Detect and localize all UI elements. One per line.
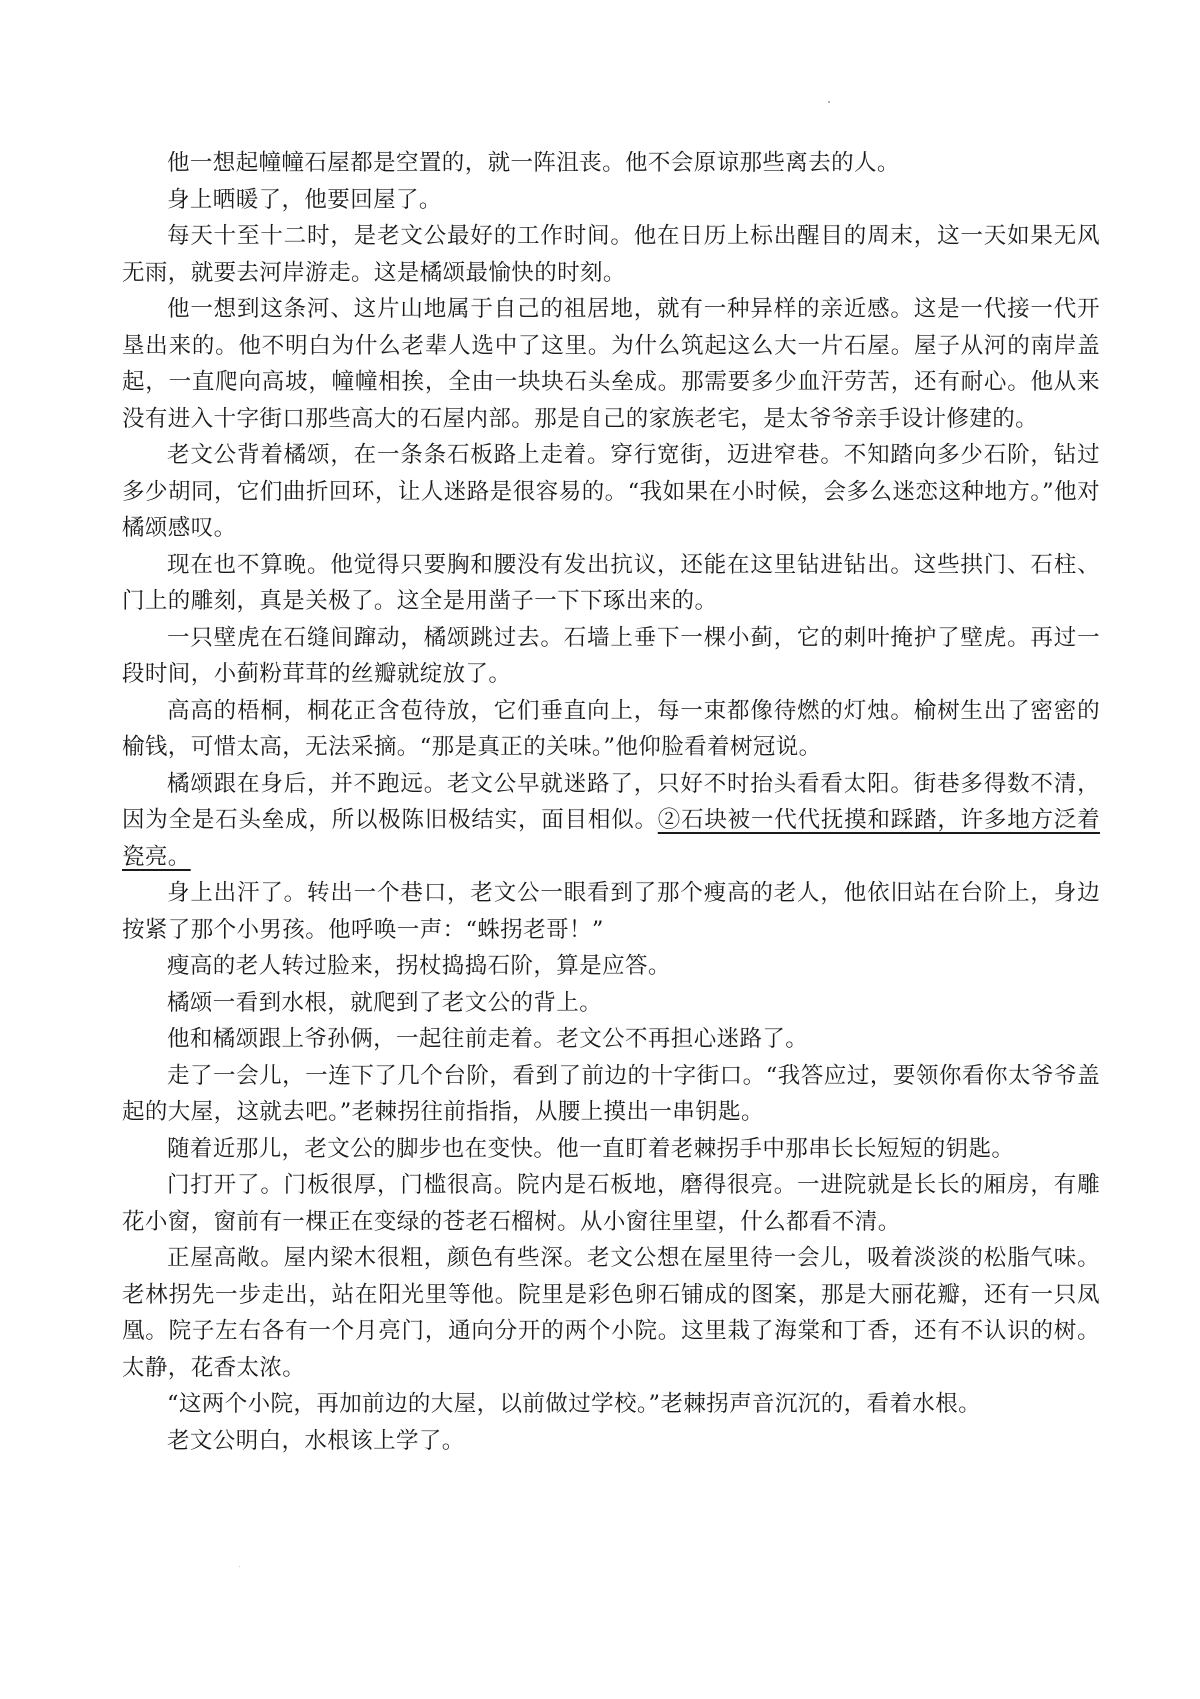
scan-speck [239,1566,240,1567]
paragraph: 身上出汗了。转出一个巷口，老文公一眼看到了那个瘦高的老人，他依旧站在台阶上，身边按紧了那个小男孩。他呼唤一声：“蛛拐老哥！” [122,880,1100,943]
paragraph [122,766,1100,876]
paragraph: “这两个小院，再加前边的大屋，以前做过学校。”老棘拐声音沉沉的，看着水根。 [167,1391,982,1417]
paragraph: 走了一会儿，一连下了几个台阶，看到了前边的十字街口。“我答应过，要领你看你太爷爷盖起的大屋，这就去吧。”老棘拐往前指指，从腰上摸出一串钥匙。 [122,1062,1100,1125]
underlined-sentence: ②石块被一代代抚摸和踩踏，许多地方泛着瓷亮。 [122,807,1101,870]
paragraph: 老文公明白，水根该上学了。 [167,1427,465,1454]
paragraph: 一只壁虎在石缝间蹿动，橘颂跳过去。石墙上垂下一棵小蓟，它的刺叶掩护了壁虎。再过一段时间，小蓟粉茸茸的丝瓣就绽放了。 [122,624,1100,687]
paragraph: 正屋高敞。屋内梁木很粗，颜色有些深。老文公想在屋里待一会儿，吸着淡淡的松脂气味。老林拐先一步走出，站在阳光里等他。院里是彩色卵石铺成的图案，那是大丽花瓣，还有一只凤凰。院子左右各有一个月亮门，通向分开的两个小院。这里栽了海棠和丁香，还有不认识的树。太静，花香太浓。 [122,1245,1100,1381]
paragraph: 他一想起幢幢石屋都是空置的，就一阵沮丧。他不会原谅那些离去的人。 [167,150,900,176]
paragraph: 高高的梧桐，桐花正含苞待放，它们垂直向上，每一束都像待燃的灯烛。榆树生出了密密的榆钱，可惜太高，无法采摘。“那是真正的关味。”他仰脸看着树冠说。 [122,697,1100,760]
paragraph: 现在也不算晚。他觉得只要胸和腰没有发出抗议，还能在这里钻进钻出。这些拱门、石柱、门上的雕刻，真是关极了。这全是用凿子一下下琢出来的。 [122,551,1100,614]
scan-speck [828,101,830,103]
paragraph: 橘颂一看到水根，就爬到了老文公的背上。 [167,989,603,1016]
paragraph-text: 橘颂跟在身后，并不跑远。老文公早就迷路了，只好不时抬头看看太阳。街巷多得数不清，因为全是石头垒成，所以极陈旧极结实，面目相似。 [122,770,1100,833]
article-body [122,145,1100,1459]
paragraph: 门打开了。门板很厚，门槛很高。院内是石板地，磨得很亮。一进院就是长长的厢房，有雕花小窗，窗前有一棵正在变绿的苍老石榴树。从小窗往里望，什么都看不清。 [122,1172,1100,1235]
paragraph: 老文公背着橘颂，在一条条石板路上走着。穿行宽街，迈进窄巷。不知踏向多少石阶，钻过多少胡同，它们曲折回环，让人迷路是很容易的。“我如果在小时候，会多么迷恋这种地方。”他对橘颂感叹。 [122,442,1100,541]
paragraph: 每天十至十二时，是老文公最好的工作时间。他在日历上标出醒目的周末，这一天如果无风无雨，就要去河岸游走。这是橘颂最愉快的时刻。 [122,223,1100,286]
paragraph: 身上晒暖了，他要回屋了。 [167,186,442,213]
paragraph: 瘦高的老人转过脸来，拐杖捣捣石阶，算是应答。 [167,953,671,979]
paragraph: 随着近那儿，老文公的脚步也在变快。他一直盯着老棘拐手中那串长长短短的钥匙。 [167,1135,1015,1162]
paragraph: 他一想到这条河、这片山地属于自己的祖居地，就有一种异样的亲近感。这是一代接一代开垦出来的。他不明白为什么老辈人选中了这里。为什么筑起这么大一片石屋。屋子从河的南岸盖起，一直爬向高坡，幢幢相挨，全由一块块石头垒成。那需要多少血汗劳苦，还有耐心。他从来没有进入十字街口那些高大的石屋内部。那是自己的家族老宅，是太爷爷亲手设计修建的。 [122,296,1100,432]
paragraph: 他和橘颂跟上爷孙俩，一起往前走着。老文公不再担心迷路了。 [167,1026,809,1052]
